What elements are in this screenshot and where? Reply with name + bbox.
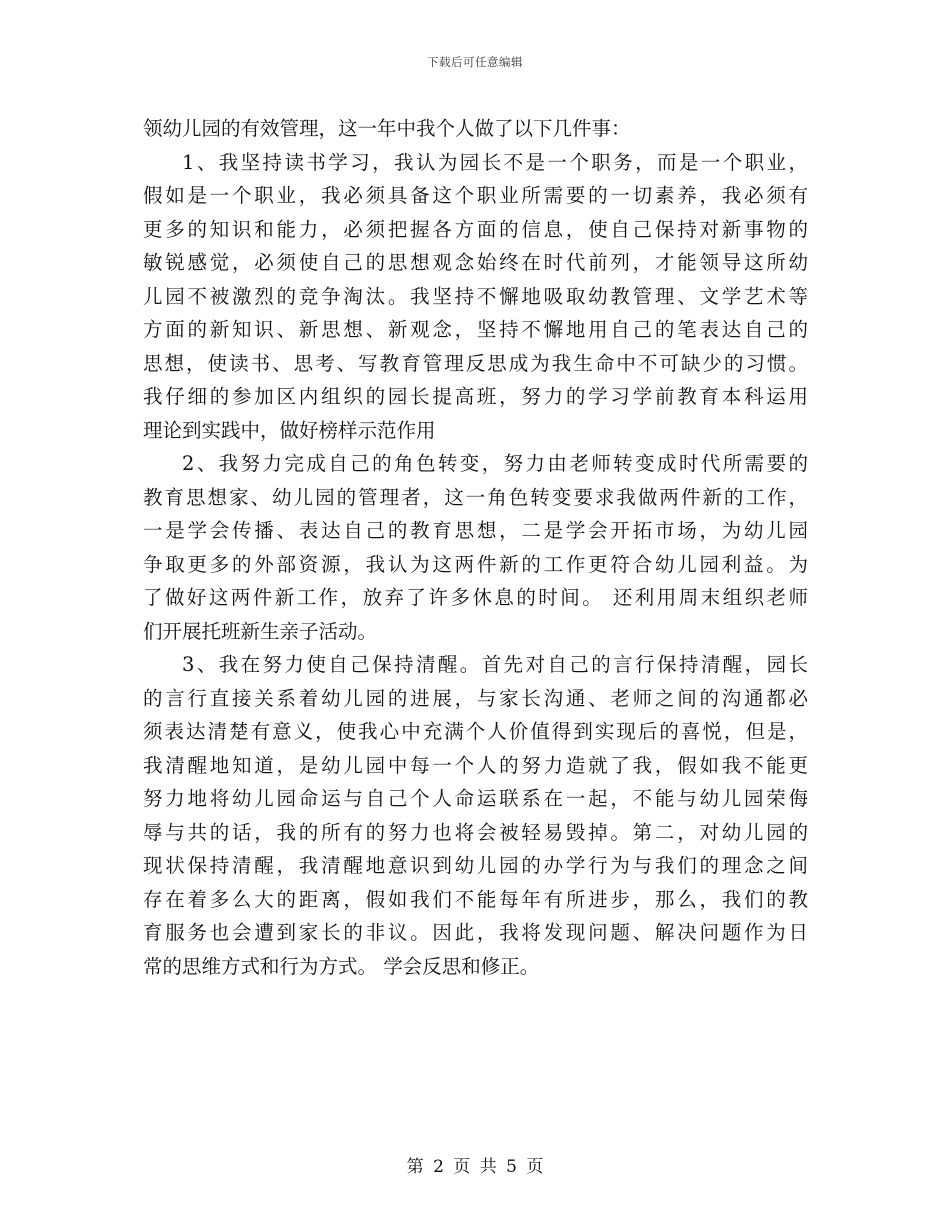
text-line: 常的思维方式和行为方式。 学会反思和修正。 <box>143 954 540 978</box>
text-line: 我清醒地知道，是幼儿园中每一个人的努力造就了我，假如我不能更 <box>143 753 808 777</box>
text-line: 们开展托班新生亲子活动。 <box>143 619 378 643</box>
text-line: 须表达清楚有意义，使我心中充满个人价值得到实现后的喜悦，但是， <box>143 720 808 743</box>
text-line: 1、我坚持读书学习，我认为园长不是一个职务，而是一个职业， <box>182 150 808 174</box>
text-line: 3、我在努力使自己保持清醒。首先对自己的言行保持清醒，园长 <box>182 653 808 676</box>
text-line: 方面的新知识、新思想、新观念，坚持不懈地用自己的笔表达自己的 <box>143 318 808 341</box>
page-header: 下载后可任意编辑 <box>427 55 523 69</box>
text-line: 更多的知识和能力，必须把握各方面的信息，使自己保持对新事物的 <box>143 217 808 241</box>
page-footer: 第 2 页 共 5 页 <box>406 1157 544 1177</box>
text-line: 存在着多么大的距离，假如我们不能每年有所进步，那么，我们的教 <box>143 887 808 911</box>
text-line: 敏锐感觉，必须使自己的思想观念始终在时代前列，才能领导这所幼 <box>143 251 808 274</box>
text-line: 领幼儿园的有效管理，这一年中我个人做了以下几件事： <box>143 117 631 140</box>
text-line: 儿园不被激烈的竞争淘汰。我坚持不懈地吸取幼教管理、文学艺术等 <box>143 284 808 308</box>
text-line: 努力地将幼儿园命运与自己个人命运联系在一起，不能与幼儿园荣侮 <box>143 787 808 810</box>
text-line: 现状保持清醒，我清醒地意识到幼儿园的办学行为与我们的理念之间 <box>143 854 808 877</box>
text-line: 我仔细的参加区内组织的园长提高班，努力的学习学前教育本科运用 <box>143 385 808 408</box>
text-line: 的言行直接关系着幼儿园的进展，与家长沟通、老师之间的沟通都必 <box>143 686 808 710</box>
text-line: 一是学会传播、表达自己的教育思想，二是学会开拓市场，为幼儿园 <box>143 519 808 542</box>
text-line: 教育思想家、幼儿园的管理者，这一角色转变要求我做两件新的工作， <box>143 485 808 509</box>
text-line: 2、我努力完成自己的角色转变，努力由老师转变成时代所需要的 <box>182 452 808 475</box>
text-line: 了做好这两件新工作，放弃了许多休息的时间。 还利用周末组织老师 <box>143 586 808 609</box>
body-text <box>143 112 808 983</box>
text-line: 辱与共的话，我的所有的努力也将会被轻易毁掉。第二，对幼儿园的 <box>143 820 808 844</box>
text-line: 思想，使读书、思考、写教育管理反思成为我生命中不可缺少的习惯。 <box>143 351 808 375</box>
text-line: 假如是一个职业，我必须具备这个职业所需要的一切素养，我必须有 <box>143 184 808 207</box>
text-line: 争取更多的外部资源，我认为这两件新的工作更符合幼儿园利益。为 <box>143 552 808 576</box>
text-line: 育服务也会遭到家长的非议。因此，我将发现问题、解决问题作为日 <box>143 921 808 944</box>
text-line: 理论到实践中，做好榜样示范作用 <box>143 418 436 442</box>
